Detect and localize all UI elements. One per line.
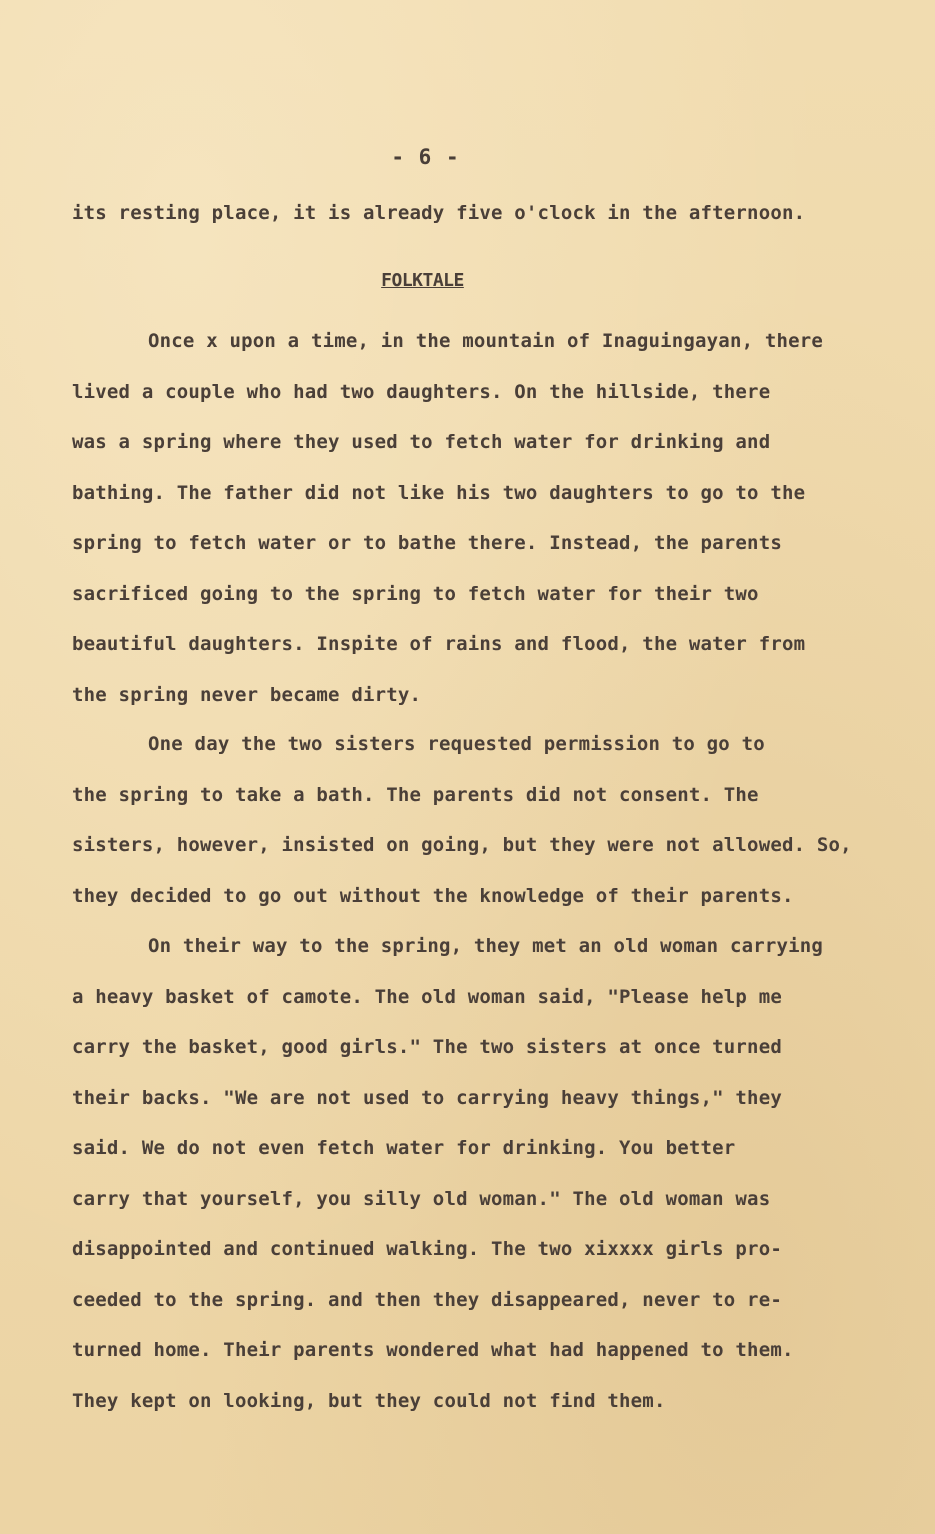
- text-line: On their way to the spring, they met an old woman carrying: [148, 935, 824, 957]
- text-line: their backs. "We are not used to carrying heavy things," they: [72, 1086, 782, 1109]
- text-line: lived a couple who had two daughters. On the hillside, there: [72, 380, 771, 403]
- text-line: carry the basket, good girls." The two sisters at once turned: [72, 1036, 782, 1058]
- paragraph-1: [72, 316, 902, 720]
- section-heading: FOLKTALE: [381, 270, 464, 291]
- text-line: Once x upon a time, in the mountain of Inaguingayan, there: [148, 330, 824, 352]
- text-line: beautiful daughters. Inspite of rains and flood, the water from: [72, 633, 806, 655]
- text-line: said. We do not even fetch water for drinking. You better: [72, 1137, 736, 1159]
- text-line: the spring to take a bath. The parents did not consent. The: [72, 783, 759, 806]
- text-line: was a spring where they used to fetch water for drinking and: [72, 431, 771, 453]
- text-line: sacrificed going to the spring to fetch water for their two: [72, 582, 759, 605]
- paragraph-3: [72, 921, 902, 1426]
- text-line: disappointed and continued walking. The two xixxxx girls pro-: [72, 1238, 782, 1260]
- page-number: - 6 -: [391, 145, 460, 169]
- text-line: a heavy basket of camote. The old woman said, "Please help me: [72, 985, 782, 1008]
- text-line: spring to fetch water or to bathe there. Instead, the parents: [72, 532, 782, 554]
- text-line: the spring never became dirty.: [72, 683, 422, 706]
- text-line: turned home. Their parents wondered what had happened to them.: [72, 1339, 794, 1361]
- text-line: ceeded to the spring. and then they disappeared, never to re-: [72, 1288, 782, 1311]
- text-line: bathing. The father did not like his two daughters to go to the: [72, 481, 806, 504]
- continuation-text: [72, 188, 902, 239]
- text-line: They kept on looking, but they could not find them.: [72, 1389, 666, 1412]
- text-line: sisters, however, insisted on going, but they were not allowed. So,: [72, 834, 852, 856]
- text-line: its resting place, it is already five o'clock in the afternoon.: [72, 202, 806, 224]
- text-line: One day the two sisters requested permission to go to: [148, 733, 765, 755]
- paragraph-2: [72, 719, 902, 921]
- text-line: they decided to go out without the knowledge of their parents.: [72, 884, 794, 907]
- text-line: carry that yourself, you silly old woman." The old woman was: [72, 1187, 771, 1210]
